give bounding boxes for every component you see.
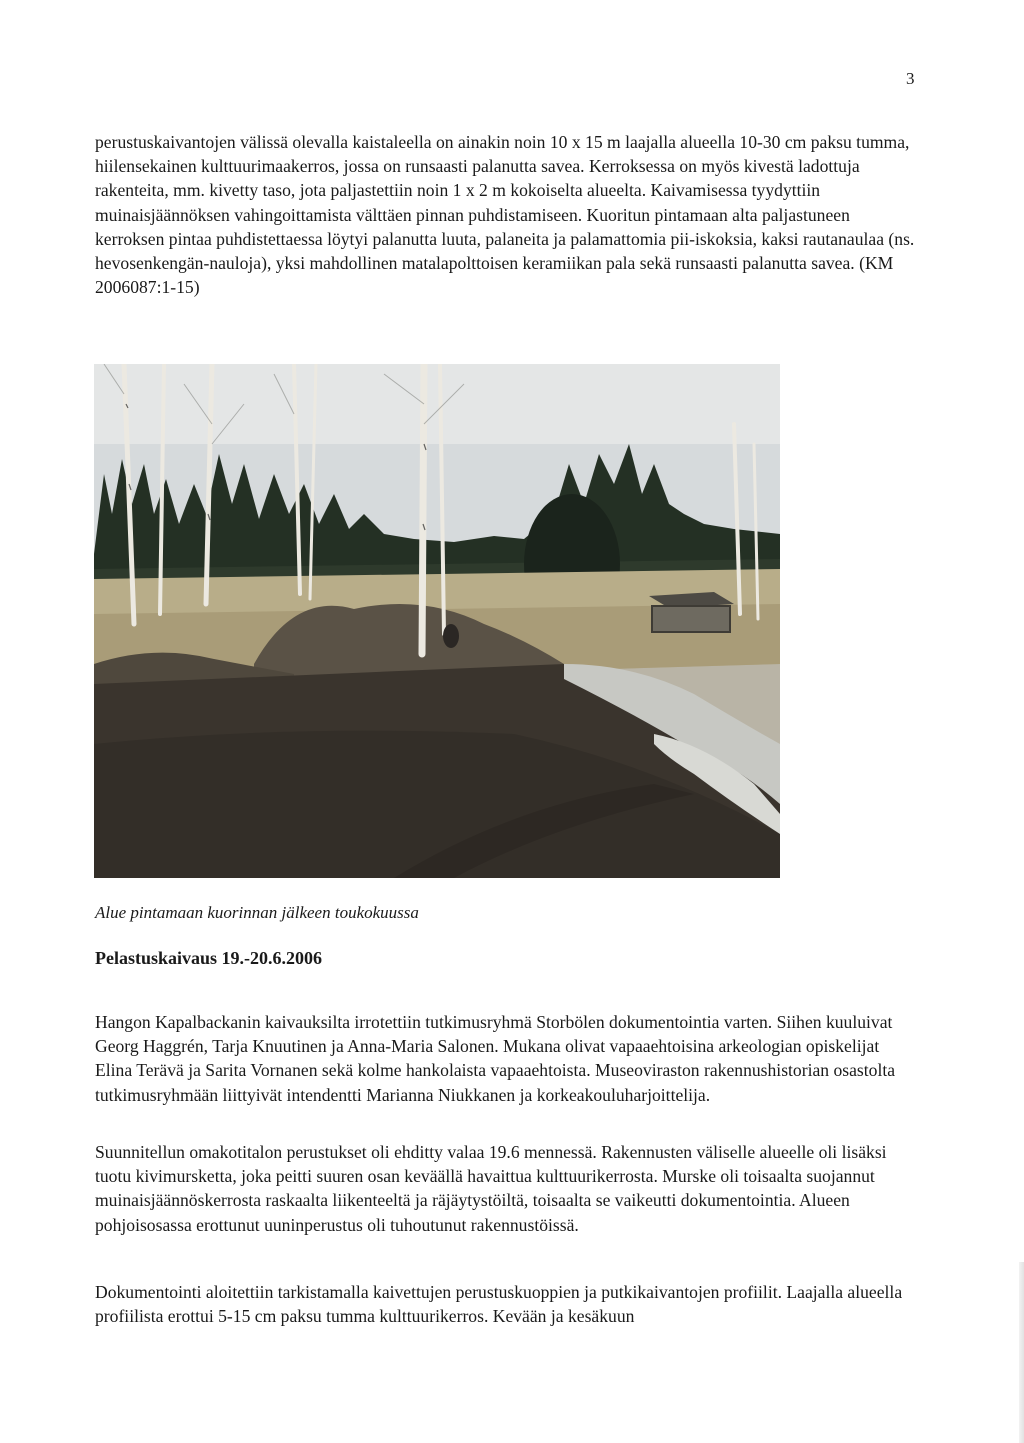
scan-edge: [1019, 1262, 1024, 1443]
site-photograph-drawing: [94, 364, 780, 878]
paragraph-site-conditions: Suunnitellun omakotitalon perustukset oli ehditty valaa 19.6 mennessä. Rakennusten väliselle alueelle oli lisäksi tuotu kivimursketta, joka peitti suuren osan keväällä havaittua kulttuurikerrosta. Murske oli toisaalta suojannut muinaisjäännöskerrosta raskaalta liikenteeltä ja räjäytystöiltä, toisaalta se vaikeutti dokumentointia. Alueen pohjoisosassa erottunut uuninperustus oli tuhoutunut rakennustöissä.: [95, 1142, 887, 1235]
site-photograph: [94, 364, 780, 878]
photo-caption: Alue pintamaan kuorinnan jälkeen toukokuussa: [95, 903, 419, 922]
paragraph-documentation: Dokumentointi aloitettiin tarkistamalla kaivettujen perustuskuoppien ja putkikaivantojen profiilit. Laajalla alueella profiilista erottui 5-15 cm paksu tumma kulttuurikerros. Kevään ja kesäkuun: [95, 1282, 903, 1327]
page-number: 3: [906, 69, 915, 88]
paragraph-excavation-findings: perustuskaivantojen välissä olevalla kaistaleella on ainakin noin 10 x 15 m laajalla alueella 10-30 cm paksu tumma, hiilensekainen kulttuurimaakerros, jossa on runsaasti palanutta savea. Kerroksessa on myös kivestä ladottuja rakenteita, mm. kivetty taso, jota paljastettiin noin 1 x 2 m kokoiselta alueelta. Kaivamisessa tyydyttiin muinaisjäännöksen vahingoittamista välttäen pinnan puhdistamiseen. Kuoritun pintamaan alta paljastuneen kerroksen pintaa puhdistettaessa löytyi palanutta luuta, palaneita ja palamattomia pii-iskoksia, kaksi rautanaulaa (ns. hevosenkengän-nauloja), yksi mahdollinen matalapolttoisen keramiikan pala sekä runsaasti palanutta savea. (KM 2006087:1-15): [95, 132, 915, 298]
paragraph-team: Hangon Kapalbackanin kaivauksilta irrotettiin tutkimusryhmä Storbölen dokumentointia varten. Siihen kuuluivat Georg Haggrén, Tarja Knuutinen ja Anna-Maria Salonen. Mukana olivat vapaaehtoisina arkeologian opiskelijat Elina Terävä ja Sarita Vornanen sekä kolme hankolaista vapaaehtoista. Museoviraston rakennushistorian osastolta tutkimusryhmään liittyivät intendentti Marianna Niukkanen ja korkeakouluharjoittelija.: [95, 1012, 896, 1105]
section-heading: Pelastuskaivaus 19.-20.6.2006: [95, 948, 323, 968]
